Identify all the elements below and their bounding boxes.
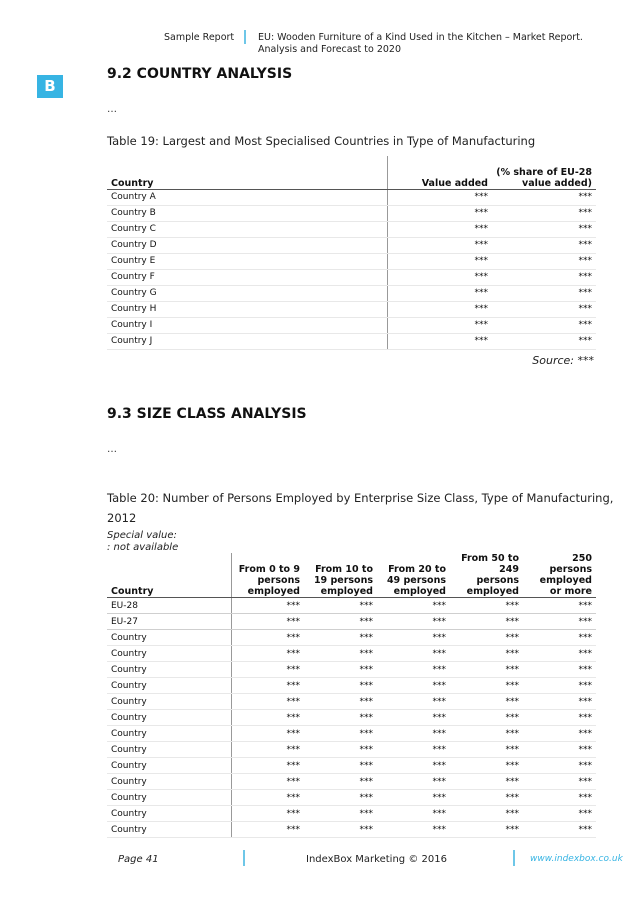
country-name-cell: Country <box>107 678 231 694</box>
country-name-cell: Country <box>107 630 231 646</box>
value-cell: *** <box>304 806 377 822</box>
value-cell: *** <box>523 774 596 790</box>
value-cell: *** <box>523 758 596 774</box>
table-row <box>107 221 596 237</box>
table-row <box>107 694 596 710</box>
value-cell: *** <box>492 253 596 269</box>
table-row <box>107 630 596 646</box>
table-row <box>107 678 596 694</box>
value-cell: *** <box>231 678 304 694</box>
header-title-line2: Analysis and Forecast to 2020 <box>258 44 402 55</box>
value-cell: *** <box>304 598 377 614</box>
value-cell: *** <box>304 662 377 678</box>
section-heading-size-class-analysis: 9.3 SIZE CLASS ANALYSIS <box>107 406 307 422</box>
value-cell: *** <box>377 630 450 646</box>
country-name-cell: Country B <box>107 205 387 221</box>
country-name-cell: Country <box>107 742 231 758</box>
value-cell: *** <box>231 598 304 614</box>
value-cell: *** <box>492 221 596 237</box>
header-divider <box>244 30 246 44</box>
value-cell: *** <box>304 726 377 742</box>
special-value-definition: : not available <box>107 542 179 553</box>
table-row <box>107 726 596 742</box>
table-row <box>107 758 596 774</box>
value-cell: *** <box>231 710 304 726</box>
value-cell: *** <box>231 726 304 742</box>
country-name-cell: Country <box>107 694 231 710</box>
indexbox-logo-icon: B <box>37 75 63 98</box>
value-cell: *** <box>377 790 450 806</box>
country-name-cell: Country <box>107 790 231 806</box>
country-name-cell: Country H <box>107 301 387 317</box>
country-name-cell: Country <box>107 646 231 662</box>
value-cell: *** <box>377 662 450 678</box>
value-cell: *** <box>492 189 596 205</box>
footer-website-link[interactable]: www.indexbox.co.uk <box>530 854 623 864</box>
header-report-title <box>258 32 588 56</box>
value-cell: *** <box>523 614 596 630</box>
page-footer <box>0 850 638 870</box>
value-cell: *** <box>492 317 596 333</box>
table-row <box>107 774 596 790</box>
value-cell: *** <box>304 694 377 710</box>
table-row <box>107 205 596 221</box>
value-cell: *** <box>304 742 377 758</box>
country-name-cell: EU-28 <box>107 598 231 614</box>
value-cell: *** <box>450 726 523 742</box>
value-cell: *** <box>492 285 596 301</box>
country-name-cell: Country <box>107 726 231 742</box>
value-cell: *** <box>523 694 596 710</box>
value-cell: *** <box>387 285 492 301</box>
value-cell: *** <box>450 790 523 806</box>
table-row <box>107 822 596 838</box>
value-cell: *** <box>523 646 596 662</box>
value-cell: *** <box>231 694 304 710</box>
value-cell: *** <box>492 301 596 317</box>
country-name-cell: Country F <box>107 269 387 285</box>
value-cell: *** <box>231 790 304 806</box>
table-row <box>107 301 596 317</box>
column-header-country: Country <box>107 553 231 598</box>
country-name-cell: EU-27 <box>107 614 231 630</box>
value-cell: *** <box>304 822 377 838</box>
table-row <box>107 790 596 806</box>
value-cell: *** <box>523 822 596 838</box>
table-row <box>107 189 596 205</box>
country-name-cell: Country G <box>107 285 387 301</box>
table-row <box>107 269 596 285</box>
country-name-cell: Country I <box>107 317 387 333</box>
value-cell: *** <box>387 333 492 349</box>
value-cell: *** <box>304 774 377 790</box>
column-header-country: Country <box>107 156 387 189</box>
value-cell: *** <box>523 662 596 678</box>
country-name-cell: Country <box>107 662 231 678</box>
section-ellipsis: … <box>107 104 117 115</box>
column-header-10-19: From 10 to 19 persons employed <box>304 553 377 598</box>
table-19-caption: Table 19: Largest and Most Specialised Countries in Type of Manufacturing <box>107 134 536 148</box>
value-cell: *** <box>231 742 304 758</box>
column-header-250-plus: 250 persons employed or more <box>523 553 596 598</box>
value-cell: *** <box>450 710 523 726</box>
table-row <box>107 237 596 253</box>
value-cell: *** <box>387 317 492 333</box>
value-cell: *** <box>377 758 450 774</box>
value-cell: *** <box>377 678 450 694</box>
page-header <box>0 30 638 60</box>
value-cell: *** <box>231 758 304 774</box>
section-heading-country-analysis: 9.2 COUNTRY ANALYSIS <box>107 66 293 82</box>
table-row <box>107 333 596 349</box>
special-value-label: Special value: <box>107 530 177 541</box>
value-cell: *** <box>387 205 492 221</box>
table-row <box>107 614 596 630</box>
table-row <box>107 806 596 822</box>
table-row <box>107 742 596 758</box>
country-name-cell: Country <box>107 758 231 774</box>
table-row <box>107 598 596 614</box>
table-row <box>107 710 596 726</box>
country-name-cell: Country <box>107 774 231 790</box>
value-cell: *** <box>492 205 596 221</box>
value-cell: *** <box>450 630 523 646</box>
value-cell: *** <box>377 822 450 838</box>
value-cell: *** <box>231 774 304 790</box>
value-cell: *** <box>304 630 377 646</box>
value-cell: *** <box>450 646 523 662</box>
value-cell: *** <box>450 694 523 710</box>
value-cell: *** <box>523 630 596 646</box>
value-cell: *** <box>231 646 304 662</box>
value-cell: *** <box>304 790 377 806</box>
table-row <box>107 317 596 333</box>
table-row <box>107 662 596 678</box>
value-cell: *** <box>387 301 492 317</box>
table-19 <box>107 156 596 350</box>
footer-divider <box>243 850 245 866</box>
value-cell: *** <box>387 221 492 237</box>
value-cell: *** <box>304 614 377 630</box>
section-ellipsis: … <box>107 444 117 455</box>
value-cell: *** <box>450 662 523 678</box>
value-cell: *** <box>523 726 596 742</box>
country-name-cell: Country A <box>107 189 387 205</box>
table-row <box>107 285 596 301</box>
column-header-value-added: Value added <box>387 156 492 189</box>
value-cell: *** <box>304 710 377 726</box>
column-header-20-49: From 20 to 49 persons employed <box>377 553 450 598</box>
table-header-row <box>107 156 596 189</box>
value-cell: *** <box>231 662 304 678</box>
value-cell: *** <box>450 678 523 694</box>
special-value-note <box>107 530 178 554</box>
table-row <box>107 646 596 662</box>
country-name-cell: Country E <box>107 253 387 269</box>
column-header-0-9: From 0 to 9 persons employed <box>231 553 304 598</box>
value-cell: *** <box>377 646 450 662</box>
value-cell: *** <box>387 237 492 253</box>
header-report-type: Sample Report <box>164 32 235 43</box>
column-header-share: (% share of EU-28 value added) <box>492 156 596 189</box>
header-title-line1: EU: Wooden Furniture of a Kind Used in the Kitchen – Market Report. <box>258 32 583 43</box>
country-name-cell: Country <box>107 710 231 726</box>
table-20-caption-line1: Table 20: Number of Persons Employed by Enterprise Size Class, Type of Manufacturing, <box>107 491 614 505</box>
table-header-row <box>107 553 596 598</box>
table-row <box>107 253 596 269</box>
page-number: Page 41 <box>118 854 159 865</box>
value-cell: *** <box>304 678 377 694</box>
table-20 <box>107 553 596 838</box>
value-cell: *** <box>523 710 596 726</box>
column-header-50-249: From 50 to 249 persons employed <box>450 553 523 598</box>
value-cell: *** <box>523 742 596 758</box>
value-cell: *** <box>523 678 596 694</box>
value-cell: *** <box>387 269 492 285</box>
value-cell: *** <box>450 598 523 614</box>
value-cell: *** <box>231 614 304 630</box>
value-cell: *** <box>450 758 523 774</box>
value-cell: *** <box>492 237 596 253</box>
value-cell: *** <box>377 614 450 630</box>
value-cell: *** <box>387 253 492 269</box>
country-name-cell: Country <box>107 806 231 822</box>
footer-copyright: IndexBox Marketing © 2016 <box>306 854 447 865</box>
value-cell: *** <box>387 189 492 205</box>
value-cell: *** <box>523 790 596 806</box>
table-19-source: Source: *** <box>532 354 594 367</box>
value-cell: *** <box>450 614 523 630</box>
value-cell: *** <box>450 742 523 758</box>
country-name-cell: Country C <box>107 221 387 237</box>
country-name-cell: Country D <box>107 237 387 253</box>
table-20-caption <box>107 488 613 528</box>
value-cell: *** <box>377 742 450 758</box>
value-cell: *** <box>377 598 450 614</box>
table-20-caption-line2: 2012 <box>107 511 137 525</box>
footer-divider <box>513 850 515 866</box>
value-cell: *** <box>492 333 596 349</box>
value-cell: *** <box>450 774 523 790</box>
value-cell: *** <box>231 806 304 822</box>
value-cell: *** <box>377 774 450 790</box>
value-cell: *** <box>523 598 596 614</box>
value-cell: *** <box>523 806 596 822</box>
value-cell: *** <box>450 806 523 822</box>
value-cell: *** <box>492 269 596 285</box>
value-cell: *** <box>304 758 377 774</box>
value-cell: *** <box>304 646 377 662</box>
value-cell: *** <box>377 806 450 822</box>
value-cell: *** <box>377 694 450 710</box>
country-name-cell: Country <box>107 822 231 838</box>
value-cell: *** <box>450 822 523 838</box>
value-cell: *** <box>231 630 304 646</box>
value-cell: *** <box>231 822 304 838</box>
value-cell: *** <box>377 726 450 742</box>
country-name-cell: Country J <box>107 333 387 349</box>
value-cell: *** <box>377 710 450 726</box>
